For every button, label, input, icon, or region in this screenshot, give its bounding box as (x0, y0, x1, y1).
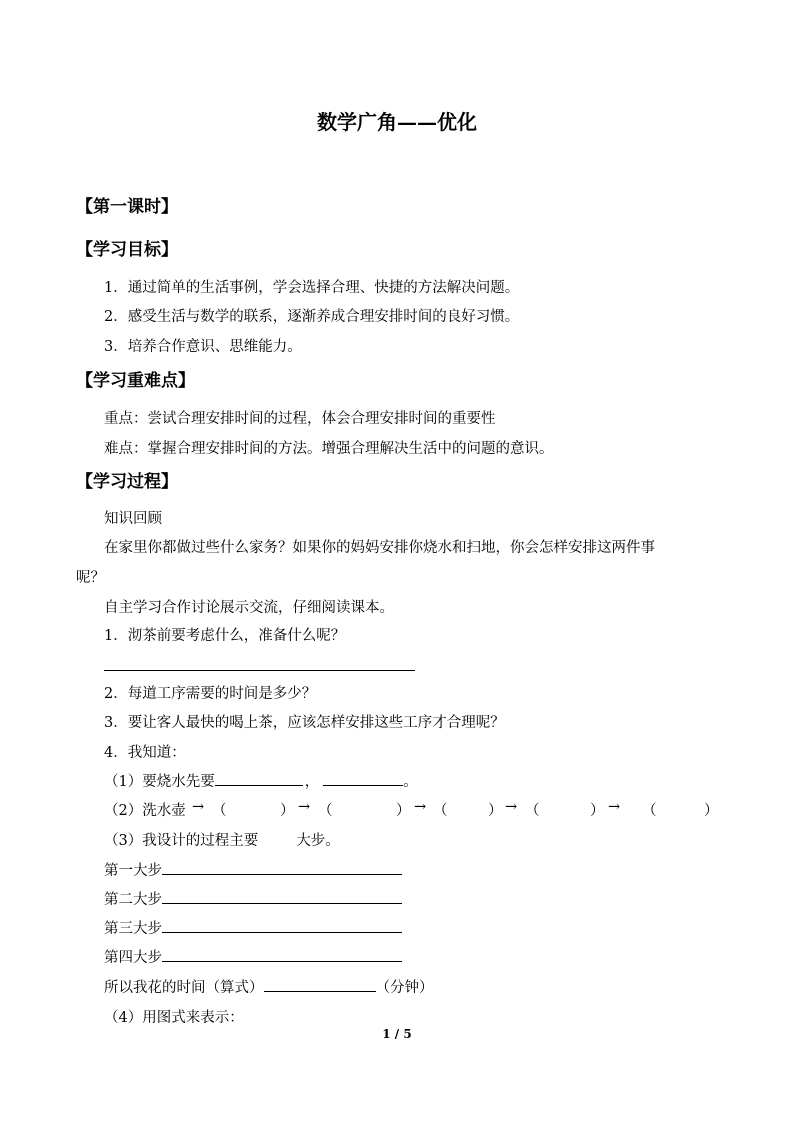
review-question-line1: 在家里你都做过些什么家务？如果你的妈妈安排你烧水和扫地，你会怎样安排这两件事 (104, 540, 655, 556)
sub-item-3-prefix: （3）我设计的过程主要 (104, 833, 259, 849)
flow-paren-open-4: （ (525, 803, 540, 819)
flow-paren-open-1: （ (212, 803, 227, 819)
step-2-label: 第二大步 (104, 892, 162, 908)
step-1 (104, 859, 402, 880)
flow-arrow-4: → (505, 799, 518, 815)
key-point: 重点：尝试合理安排时间的过程，体会合理安排时间的重要性 (104, 411, 496, 427)
page-title: 数学广角——优化 (317, 110, 477, 134)
flow-paren-close-1: ） (280, 803, 295, 819)
goal-item-3: 3．培养合作意识、思维能力。 (104, 339, 302, 355)
sub-item-3-suffix: 大步。 (296, 833, 340, 849)
flow-arrow-3: → (414, 799, 427, 815)
flow-arrow-2: → (298, 799, 311, 815)
question-1: 1．沏茶前要考虑什么，准备什么呢？ (104, 628, 346, 644)
time-line (104, 976, 434, 997)
process-heading: 【学习过程】 (76, 472, 178, 492)
flow-paren-open-2: （ (318, 803, 333, 819)
sub-item-1 (104, 770, 418, 791)
difficulty-point: 难点：掌握合理安排时间的方法。增强合理解决生活中的问题的意识。 (104, 441, 554, 457)
question-4: 4．我知道： (104, 745, 186, 761)
sub-item-1-prefix: （1）要烧水先要 (104, 774, 215, 790)
blank-1b[interactable] (323, 770, 403, 786)
flow-paren-open-3: （ (433, 803, 448, 819)
time-blank[interactable] (264, 976, 376, 992)
sub-item-3 (104, 829, 340, 850)
sub-item-1-end: 。 (403, 774, 418, 790)
step-4-blank[interactable] (162, 946, 402, 962)
page-number: 1 / 5 (382, 1027, 412, 1041)
flow-arrow-5: → (608, 799, 621, 815)
review-label: 知识回顾 (104, 511, 162, 527)
self-study-text: 自主学习合作讨论展示交流，仔细阅读课本。 (104, 600, 394, 616)
goal-item-2: 2．感受生活与数学的联系，逐渐养成合理安排时间的良好习惯。 (104, 309, 520, 325)
flow-paren-close-4: ） (590, 803, 605, 819)
sub-item-4: （4）用图式来表示： (104, 1010, 244, 1026)
step-4-label: 第四大步 (104, 950, 162, 966)
goals-heading: 【学习目标】 (76, 240, 178, 260)
review-question-line2: 呢？ (76, 570, 105, 586)
lesson-heading: 【第一课时】 (76, 197, 178, 217)
flow-paren-open-5: （ (642, 803, 657, 819)
flow-arrow-1: → (192, 799, 205, 815)
sub-item-2-prefix: （2）洗水壶 (104, 803, 186, 819)
question-3: 3．要让客人最快的喝上茶，应该怎样安排这些工序才合理呢？ (104, 715, 505, 731)
step-4 (104, 946, 402, 967)
step-2 (104, 888, 402, 909)
question-2: 2．每道工序需要的时间是多少？ (104, 686, 317, 702)
step-1-label: 第一大步 (104, 863, 162, 879)
goal-item-1: 1．通过简单的生活事例，学会选择合理、快捷的方法解决问题。 (104, 280, 520, 296)
step-1-blank[interactable] (162, 859, 402, 875)
flow-paren-close-3: ） (488, 803, 503, 819)
step-3 (104, 917, 402, 938)
step-2-blank[interactable] (162, 888, 402, 904)
answer-line-q1[interactable] (104, 670, 415, 671)
flow-paren-close-2: ） (396, 803, 411, 819)
step-3-blank[interactable] (162, 917, 402, 933)
blank-1a[interactable] (215, 770, 303, 786)
time-suffix: （分钟） (375, 980, 434, 996)
sub-item-1-sep: ， (304, 774, 320, 790)
flow-paren-close-5: ） (704, 803, 719, 819)
keypoints-heading: 【学习重难点】 (76, 371, 195, 391)
time-prefix: 所以我花的时间（算式） (104, 980, 264, 996)
step-3-label: 第三大步 (104, 921, 162, 937)
